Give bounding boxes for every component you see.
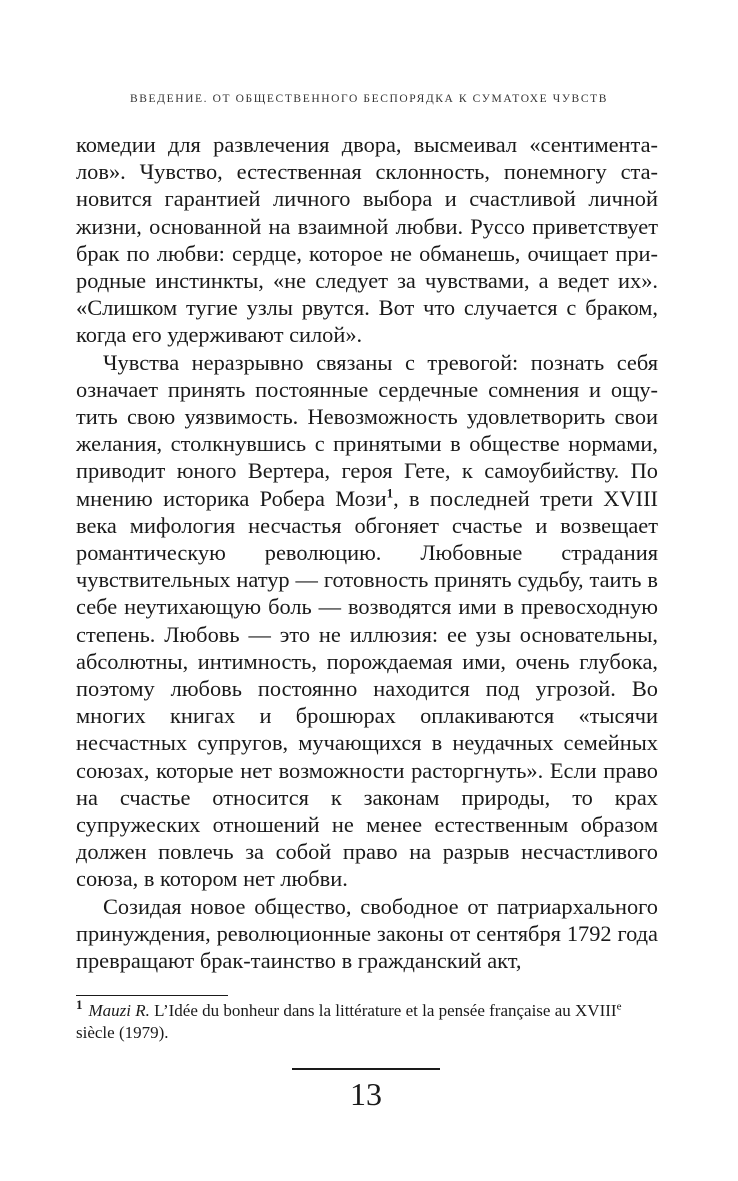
paragraph-2	[76, 349, 658, 893]
footnote-reference[interactable]: 1	[386, 485, 394, 501]
footnote-number: 1	[76, 997, 83, 1013]
footnote-title: L’Idée du bonheur dans la littérature et la pensée française au XVIII	[149, 1001, 617, 1020]
running-head: ВВЕДЕНИЕ. ОТ ОБЩЕСТВЕННОГО БЕСПОРЯДКА К СУМАТОХЕ ЧУВСТВ	[129, 93, 608, 105]
paragraph-1: комедии для развлечения двора, высмеивал «сентименталов». Чувство, естественная склонность, понемногу становится гарантией личного выбора и счастливой личной жизни, основанной на взаимной любви. Руссо приветствует брак по любви: сердце, которое не обманешь, очищает природные инстинкты, «не следует за чувствами, а ведет их». «Слишком тугие узлы рвутся. Вот что случается с браком, когда его удерживают силой».	[76, 132, 658, 348]
footnote-title-end: siècle (1979).	[76, 1022, 169, 1042]
paragraph-3: Созидая новое общество, свободное от патриархального принуждения, революционные законы от сентября 1792 года превращают брак-таинство в гражданский акт,	[76, 893, 658, 974]
folio-divider	[292, 1068, 440, 1070]
footnote-author: Mauzi R.	[88, 1001, 150, 1020]
footnote	[76, 997, 658, 1043]
main-text	[76, 131, 658, 974]
footnote-superscript: e	[616, 1000, 622, 1013]
footnote-divider	[76, 995, 228, 996]
paragraph-2-part-2: , в последней трети XVIII века мифология несчастья обгоняет счастье и возвещает романтическую революцию. Любовные страдания чувствительных натур — готовность принять судьбу, таить в себе неутихающую боль — возводятся ими в превосходную степень. Любовь — это не иллюзия: ее узы основательны, абсолютны, интимность, порождаемая ими, очень глубока, поэтому любовь постоянно находится под угрозой. Во многих книгах и брошюрах оплакиваются «тысячи несчастных супругов, мучающихся в неудачных семейных союзах, которые нет возможности расторгнуть». Если право на счастье относится к законам природы, то крах супружеских отношений не менее естественным образом должен повлечь за собой право на разрыв несчастливого союза, в котором нет любви.	[76, 485, 659, 892]
paragraph-2-part-1: Чувства неразрывно связаны с тревогой: познать себя означает принять постоянные сердечные сомнения и ощутить свою уязвимость. Невозможность удовлетворить свои желания, столкнувшись с принятыми в обществе нормами, приводит юного Вертера, героя Гете, к самоубийству. По мнению историка Робера Мози	[76, 349, 658, 511]
page-number: 13	[350, 1076, 382, 1112]
